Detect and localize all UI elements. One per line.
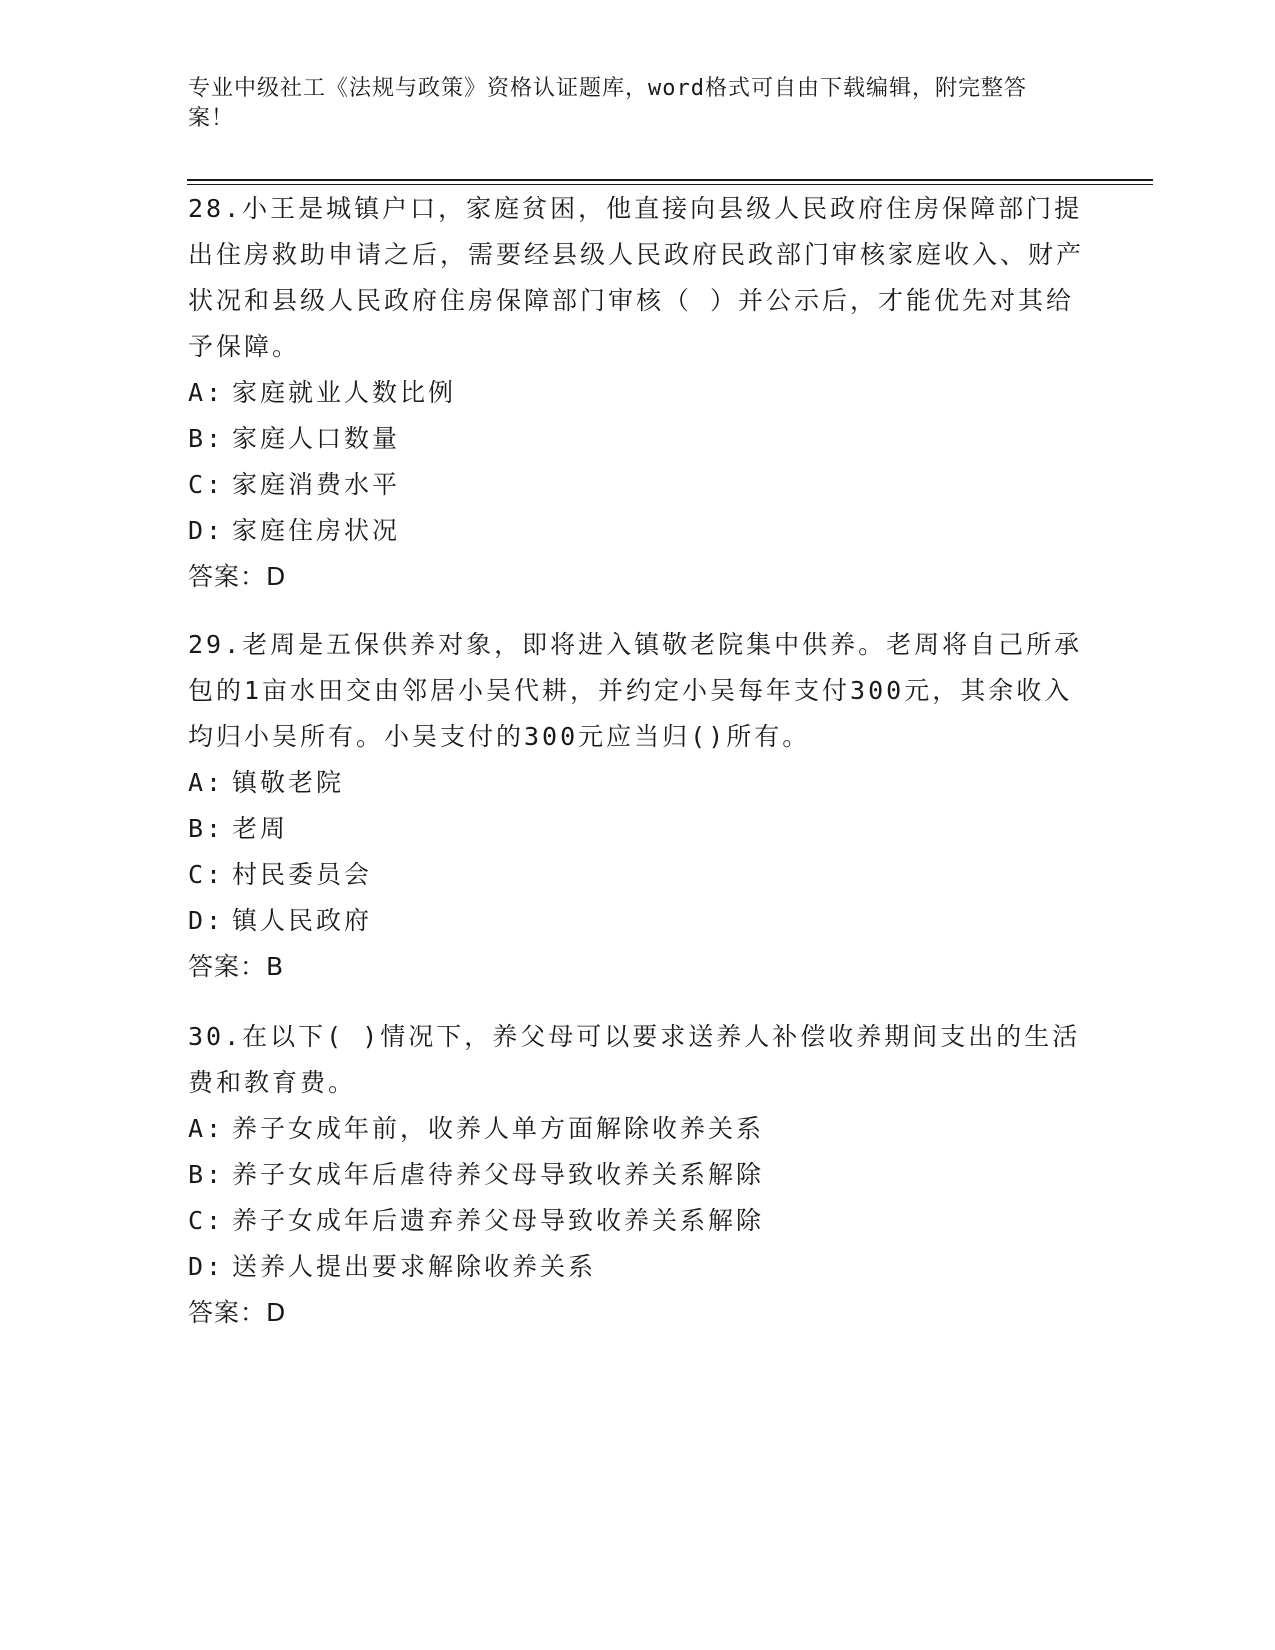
option-text: 镇敬老院 (232, 768, 345, 797)
option-d (188, 1244, 1088, 1290)
answer: 答案：B (188, 952, 285, 981)
option-label: A: (188, 768, 225, 797)
option-label: D: (188, 906, 225, 935)
header-rule-thin (187, 184, 1153, 185)
option-b (188, 1152, 1088, 1198)
option-label: B: (188, 1160, 225, 1189)
option-label: D: (188, 1252, 225, 1281)
option-text: 养子女成年后遗弃养父母导致收养关系解除 (232, 1206, 765, 1235)
option-a (188, 760, 1088, 806)
option-label: A: (188, 378, 225, 407)
option-d (188, 898, 1088, 944)
option-text: 家庭住房状况 (232, 516, 401, 545)
option-label: C: (188, 860, 225, 889)
option-b (188, 416, 1088, 462)
option-d (188, 508, 1088, 554)
document-header: 专业中级社工《法规与政策》资格认证题库，word格式可自由下载编辑，附完整答案！ (188, 76, 1027, 131)
question-29 (188, 622, 1088, 990)
option-text: 养子女成年前，收养人单方面解除收养关系 (232, 1114, 765, 1143)
question-28 (188, 186, 1088, 600)
option-a (188, 370, 1088, 416)
option-label: B: (188, 814, 225, 843)
option-label: C: (188, 1206, 225, 1235)
option-c (188, 462, 1088, 508)
option-label: C: (188, 470, 225, 499)
option-c (188, 852, 1088, 898)
question-text: 29.老周是五保供养对象，即将进入镇敬老院集中供养。老周将自己所承包的1亩水田交由邻居小吴代耕，并约定小吴每年支付300元，其余收入均归小吴所有。小吴支付的300元应当归()所有。 (188, 630, 1083, 751)
option-a (188, 1106, 1088, 1152)
option-text: 家庭人口数量 (232, 424, 401, 453)
option-text: 家庭就业人数比例 (232, 378, 457, 407)
answer: 答案：D (188, 1298, 287, 1327)
question-text: 30.在以下( )情况下，养父母可以要求送养人补偿收养期间支出的生活费和教育费。 (188, 1022, 1081, 1097)
option-text: 送养人提出要求解除收养关系 (232, 1252, 597, 1281)
option-text: 养子女成年后虐待养父母导致收养关系解除 (232, 1160, 765, 1189)
option-label: B: (188, 424, 225, 453)
question-text: 28.小王是城镇户口，家庭贫困，他直接向县级人民政府住房保障部门提出住房救助申请之后，需要经县级人民政府民政部门审核家庭收入、财产状况和县级人民政府住房保障部门审核（ ）并公示后，才能优先对其给予保障。 (188, 194, 1085, 361)
option-text: 家庭消费水平 (232, 470, 401, 499)
question-30 (188, 1014, 1088, 1336)
answer: 答案：D (188, 562, 287, 591)
option-label: D: (188, 516, 225, 545)
option-text: 村民委员会 (232, 860, 373, 889)
option-text: 老周 (232, 814, 289, 843)
option-label: A: (188, 1114, 225, 1143)
option-b (188, 806, 1088, 852)
option-text: 镇人民政府 (232, 906, 373, 935)
header-rule-thick (187, 179, 1153, 181)
option-c (188, 1198, 1088, 1244)
